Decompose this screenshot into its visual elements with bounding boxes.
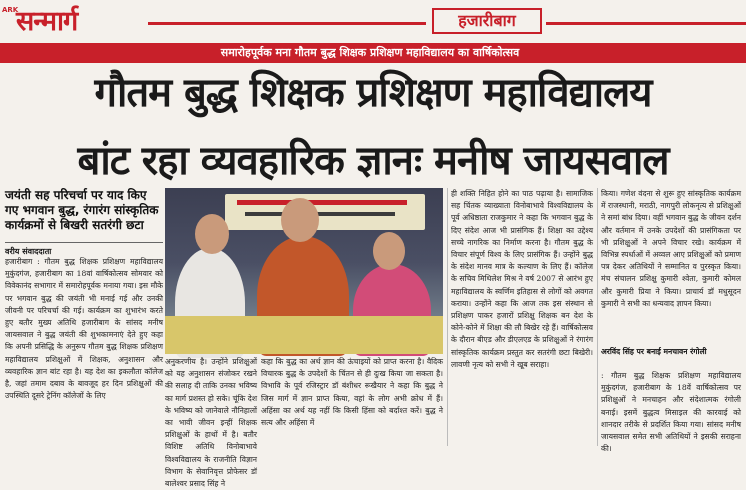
column-divider xyxy=(447,188,448,446)
masthead-rule-left xyxy=(148,22,426,25)
masthead xyxy=(0,0,746,40)
article-column-5-continued: : गौतम बुद्ध शिक्षक प्रशिक्षण महाविद्यालय मुकुंदगंज, हजारीबाग के 18वें वार्षिकोत्सव पर प्रशिक्षुओं ने मनचाहन और संदेशात्मक रंगोली बनाई। इसमें बुद्धत्व मिसाइल की कारवाई को शानदार तरीके से प्रदर्शित किया गया। सांसद मनीष जायसवाल समेत सभी अतिथियों ने इसकी सराहना की। xyxy=(601,371,741,454)
headline-line-1: गौतम बुद्ध शिक्षक प्रशिक्षण महाविद्यालय xyxy=(94,70,652,116)
photo-banner-stripe xyxy=(237,200,407,205)
article-column-3: कहा कि बुद्ध का अर्थ ज्ञान की ऊंचाइयों को प्राप्त करना है। वैदिक विचारक बुद्ध के उपदेशों के चिंतन से ही दुःख किया जा सकता है। विभावि के पूर्व रजिस्ट्रार डॉ बंशीधर रूखैयार ने कहा कि बुद्ध ने जिस मार्ग में ज्ञान प्राप्त किया, वहां के लोग अभी क्रोध में हैं। अहिंसा का अर्थ यह नहीं कि किसी हिंसा को बर्दाश्त करें। बुद्ध ने सत्य और अहिंसा में xyxy=(261,357,443,428)
flower-garland xyxy=(165,316,443,354)
column-divider xyxy=(597,188,598,446)
kicker-text: समारोहपूर्वक मना गौतम बुद्ध शिक्षक प्रशिक्षण महाविद्यालय का वार्षिकोत्सव xyxy=(130,43,610,63)
article-subhead: जयंती सह परिचर्चा पर याद किए गए भगवान बुद्ध, रंगारंग सांस्कृतिक कार्यक्रमों से बिखरी सतरंगी छटा xyxy=(5,188,159,232)
kicker-band xyxy=(0,43,746,63)
masthead-rule-right xyxy=(546,22,746,25)
person-center-head xyxy=(281,198,319,242)
person-right-head xyxy=(373,232,405,270)
article-column-4: ही शक्ति निहित होने का पाठ पढ़ाया है। सामाजिक सह चिंतक व्याख्याता विनोबाभावे विश्वविद्यालय के पूर्व अधिष्ठाता राजकुमार ने कहा कि भगवान बुद्ध के दिए संदेश आज भी प्रासंगिक हैं। शिक्षा का उद्देश्य सच्चे नागरिक का निर्माण करना है। गौतम बुद्ध के विचार संपूर्ण विश्व के लिए प्रासंगिक हैं। उन्होंने बुद्ध के संदेश मानव मात्र के कल्याण के लिए हैं। कॉलेज के सचिव मिथिलेश मिश्र ने वर्ष 2007 से आरंभ हुए महाविद्यालय के स्वर्णिम इतिहास से लोगों को अवगत कराया। उन्होंने कहा कि आज तक इस संस्थान से प्रशिक्षण पाकर हजारों प्रशिक्षु शिक्षक बन देश के कोने-कोने में शिक्षा की लौ बिखेर रहे हैं। वार्षिकोत्सव के दौरान बीएड और डीएलएड के प्रशिक्षुओं ने रंगारंग सांस्कृतिक कार्यक्रम प्रस्तुत कर सतरंगी छटा बिखेरी। लावणी नृत्य को सभी ने खूब सराहा। xyxy=(451,189,593,369)
headline-line-2: बांट रहा व्यवहारिक ज्ञानः मनीष जायसवाल xyxy=(77,138,669,184)
byline: वरीय संवाददाता xyxy=(5,242,163,257)
section-label: हजारीबाग xyxy=(432,8,542,34)
column-5-subhead: अरविंद सिंह पर बनाई मनचावन रंगोली xyxy=(601,347,707,356)
newspaper-logo: सन्मार्ग xyxy=(16,6,78,37)
article-column-1: हजारीबाग : गौतम बुद्ध शिक्षक प्रशिक्षण महाविद्यालय मुकुंदगंज, हजारीबाग का 18वां वार्षिकोत्सव सोमवार को विवेकानंद सभागार में समारोहपूर्वक मनाया गया। इस मौके पर भगवान बुद्ध की जयंती भी मनाई गई और उनकी जीवनी पर परिचर्चा की गई। कार्यक्रम का शुभारंभ करते हुए बतौर मुख्य अतिथि हजारीबाग के सांसद मनीष जायसवाल ने बुद्ध जयंती की शुभकामनाएं देते हुए कहा कि अपनी प्रसिद्धि के अनुरूप गौतम बुद्ध शिक्षक प्रशिक्षण महाविद्यालय प्रशिक्षुओं में शिक्षक, अनुशासन और व्यवहारिक ज्ञान बांट रहा है। यह देश का इकलौता कॉलेज है, जहां तमाम दबाव के बावजूद हर दिन प्रशिक्षुओं की उपस्थिति दूसरे ट्रेनिंग कॉलेजों के लिए xyxy=(5,257,163,401)
photo-banner-stripe-dark xyxy=(245,212,395,216)
article-column-2: अनुकरणीय है। उन्होंने प्रशिक्षुओं को यह अनुशासन संजोकर रखने की सलाह दी ताकि उनका भविष्य का मार्ग प्रशस्त हो सके। चूंकि देश के भविष्य को जानेवाले नौनिहालों का भावी जीवन इन्हीं शिक्षक प्रशिक्षुओं के हाथों में है। बतौर विशिष्ट अतिथि विनोबाभावे विश्वविद्यालय के राजनीति विज्ञान विभाग के सेवानिवृत्त प्रोफेसर डॉ बालेश्वर प्रसाद सिंह ने xyxy=(165,357,257,489)
brand-tag: ARK xyxy=(2,6,19,14)
article-column-5: किया। गणेश वंदना से शुरू हुए सांस्कृतिक कार्यक्रम में राजस्थानी, मराठी, नागपुरी लोकनृत्य से प्रशिक्षुओं ने समां बांध दिया। वहीं भगवान बुद्ध के जीवन दर्शन और वर्तमान में उनके उपदेशों की प्रासंगिकता पर भी प्रशिक्षुओं ने अपने विचार रखे। कार्यक्रम में विभिन्न स्पर्धाओं में अव्वल आए प्रशिक्षुओं को प्रमाण पत्र देकर अतिथियों ने सम्मानित व पुरस्कृत किया। मंच संचालन प्रशिक्षु कुमारी श्वेता, कुमारी कोमल और कुमारी प्रिया ने किया। प्राचार्य डॉ मधुसूदन कुमारी ने सभी का धन्यवाद ज्ञापन किया। xyxy=(601,189,741,308)
person-left-head xyxy=(195,214,229,254)
event-photo xyxy=(165,188,443,354)
